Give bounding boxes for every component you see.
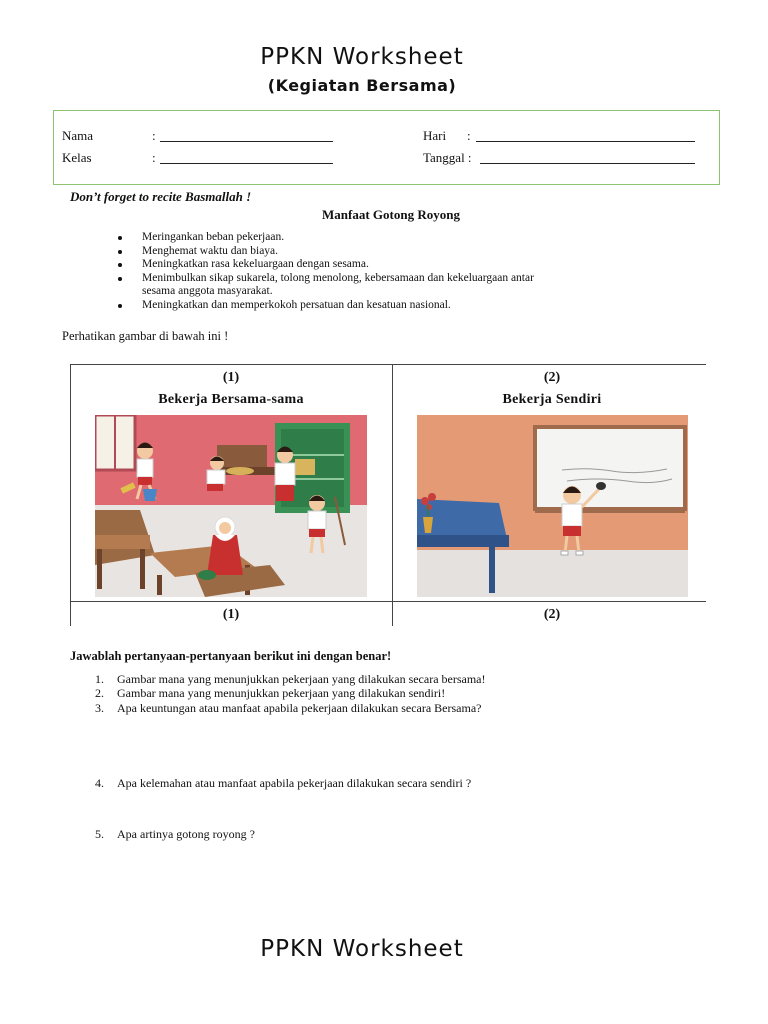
question-text: Apa kelemahan atau manfaat apabila pekerjaan dilakukan secara sendiri ? <box>117 776 472 790</box>
right-heading: Bekerja Sendiri <box>502 392 602 407</box>
student-info-box <box>53 110 720 185</box>
hari-field[interactable] <box>476 141 695 142</box>
page-subtitle: (Kegiatan Bersama) <box>267 76 457 95</box>
question-2 <box>95 686 445 701</box>
basmallah-reminder: Don’t forget to recite Basmallah ! <box>70 189 252 204</box>
page-title: PPKN Worksheet <box>260 44 464 70</box>
kelas-field[interactable] <box>160 163 333 164</box>
kelas-label: Kelas <box>62 150 92 165</box>
question-4 <box>95 776 471 791</box>
table-left-border <box>70 364 71 626</box>
question-text: Apa keuntungan atau manfaat apabila pekerjaan dilakukan secara Bersama? <box>117 701 482 715</box>
benefit-item: Menghemat waktu dan biaya. <box>118 245 538 259</box>
benefits-list <box>118 231 538 312</box>
question-text: Apa artinya gotong royong ? <box>117 827 255 841</box>
question-text: Gambar mana yang menunjukkan pekerjaan yang dilakukan sendiri! <box>117 686 446 700</box>
nama-colon: : <box>152 128 156 143</box>
question-5 <box>95 827 255 842</box>
tanggal-label: Tanggal : <box>423 150 472 165</box>
question-number: 5. <box>95 827 104 841</box>
image-comparison-table <box>70 364 706 626</box>
question-number: 1. <box>95 672 104 686</box>
right-number: (2) <box>543 370 561 385</box>
hari-colon: : <box>467 128 471 143</box>
benefit-item: Meringankan beban pekerjaan. <box>118 231 538 245</box>
benefit-item: Meningkatkan dan memperkokoh persatuan dan kesatuan nasional. <box>118 299 538 313</box>
benefits-title: Manfaat Gotong Royong <box>322 207 460 222</box>
question-1 <box>95 672 486 687</box>
question-3 <box>95 701 482 716</box>
table-divider <box>392 364 393 626</box>
working-alone-illustration <box>417 415 688 597</box>
working-together-illustration <box>95 415 367 597</box>
question-number: 4. <box>95 776 104 790</box>
left-heading: Bekerja Bersama-sama <box>158 392 304 407</box>
table-middle-border <box>70 601 706 602</box>
nama-label: Nama <box>62 128 94 143</box>
question-text: Gambar mana yang menunjukkan pekerjaan yang dilakukan secara bersama! <box>117 672 486 686</box>
hari-label: Hari <box>423 128 447 143</box>
picture-instruction: Perhatikan gambar di bawah ini ! <box>62 329 229 343</box>
left-caption: (1) <box>222 607 240 622</box>
right-caption: (2) <box>543 607 561 622</box>
left-number: (1) <box>222 370 240 385</box>
question-number: 2. <box>95 686 104 700</box>
benefit-item: Menimbulkan sikap sukarela, tolong menolong, kebersamaan dan kekeluargaan antar sesama anggota masyarakat. <box>118 272 538 299</box>
nama-field[interactable] <box>160 141 333 142</box>
tanggal-field[interactable] <box>480 163 695 164</box>
questions-instruction: Jawablah pertanyaan-pertanyaan berikut ini dengan benar! <box>70 649 392 663</box>
kelas-colon: : <box>152 150 156 165</box>
benefit-item: Meningkatkan rasa kekeluargaan dengan sesama. <box>118 258 538 272</box>
next-page-title: PPKN Worksheet <box>260 936 464 962</box>
table-top-border <box>70 364 706 365</box>
question-number: 3. <box>95 701 104 715</box>
